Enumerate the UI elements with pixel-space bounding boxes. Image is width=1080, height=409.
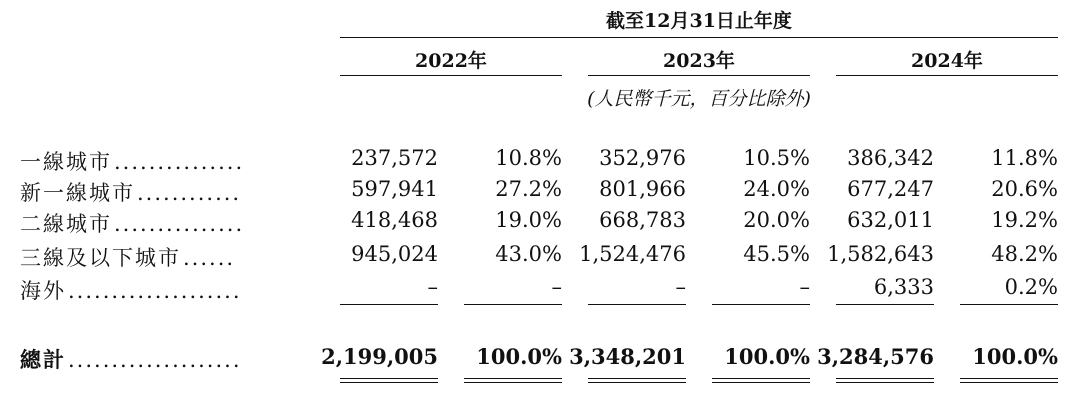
row-label xyxy=(20,242,235,272)
subtotal-rule-p2024 xyxy=(960,304,1058,305)
cell-p2024: 19.2% xyxy=(991,208,1058,232)
cell-v2022: 597,941 xyxy=(351,177,438,201)
cell-p2024: 100.0% xyxy=(972,344,1058,369)
row-label xyxy=(20,208,244,238)
year-rule-2024 xyxy=(836,75,1058,76)
cell-v2022: 945,024 xyxy=(351,242,438,266)
row-leader-dots: .................... xyxy=(68,348,242,372)
cell-p2022: 10.8% xyxy=(495,146,562,170)
cell-p2023: – xyxy=(799,275,810,299)
row-label xyxy=(20,344,242,374)
cell-v2022: 418,468 xyxy=(351,208,438,232)
year-rule-2023 xyxy=(588,75,810,76)
cell-p2022: – xyxy=(551,275,562,299)
period-rule xyxy=(340,37,1058,38)
year-rule-2022 xyxy=(340,75,562,76)
total-double-rule-p2024 xyxy=(960,378,1058,383)
cell-p2022: 43.0% xyxy=(495,242,562,266)
year-header-2024: 2024年 xyxy=(911,50,983,72)
cell-v2023: 668,783 xyxy=(599,208,686,232)
row-leader-dots: ............... xyxy=(114,212,245,236)
cell-p2023: 45.5% xyxy=(743,242,810,266)
cell-v2024: 1,582,643 xyxy=(827,242,934,266)
row-leader-dots: ............ xyxy=(137,181,242,205)
year-header-2023: 2023年 xyxy=(663,50,735,72)
cell-v2024: 677,247 xyxy=(847,177,934,201)
cell-p2023: 100.0% xyxy=(724,344,810,369)
cell-v2023: 3,348,201 xyxy=(569,344,686,369)
year-header-2022: 2022年 xyxy=(415,50,487,72)
cell-v2024: 3,284,576 xyxy=(817,344,934,369)
cell-p2024: 11.8% xyxy=(991,146,1058,170)
cell-v2023: 1,524,476 xyxy=(579,242,686,266)
row-label xyxy=(20,146,244,176)
period-header: 截至12月31日止年度 xyxy=(606,10,792,32)
cell-v2024: 6,333 xyxy=(873,275,934,299)
cell-v2023: – xyxy=(675,275,686,299)
cell-v2024: 386,342 xyxy=(847,146,934,170)
row-label-text: 一線城市 xyxy=(20,150,112,174)
cell-v2023: 801,966 xyxy=(599,177,686,201)
total-double-rule-p2023 xyxy=(712,378,810,383)
row-label-text: 二線城市 xyxy=(20,212,112,236)
cell-p2022: 19.0% xyxy=(495,208,562,232)
row-leader-dots: .................... xyxy=(68,279,242,303)
cell-v2024: 632,011 xyxy=(847,208,934,232)
cell-p2023: 10.5% xyxy=(743,146,810,170)
unit-note: (人民幣千元，百分比除外) xyxy=(587,88,811,110)
total-double-rule-v2023 xyxy=(588,378,686,383)
row-leader-dots: ...... xyxy=(183,246,236,270)
cell-p2024: 0.2% xyxy=(1004,275,1058,299)
cell-p2023: 24.0% xyxy=(743,177,810,201)
total-double-rule-v2024 xyxy=(836,378,934,383)
row-label-text: 總計 xyxy=(20,347,66,372)
subtotal-rule-v2023 xyxy=(588,304,686,305)
subtotal-rule-p2022 xyxy=(464,304,562,305)
total-double-rule-v2022 xyxy=(340,378,438,383)
subtotal-rule-v2022 xyxy=(340,304,438,305)
row-label-text: 三線及以下城市 xyxy=(20,246,181,270)
cell-p2024: 48.2% xyxy=(991,242,1058,266)
row-label-text: 新一線城市 xyxy=(20,181,135,205)
row-label xyxy=(20,177,241,207)
cell-p2023: 20.0% xyxy=(743,208,810,232)
cell-p2024: 20.6% xyxy=(991,177,1058,201)
cell-v2022: 2,199,005 xyxy=(321,344,438,369)
cell-p2022: 100.0% xyxy=(476,344,562,369)
row-leader-dots: ............... xyxy=(114,150,245,174)
subtotal-rule-v2024 xyxy=(836,304,934,305)
subtotal-rule-p2023 xyxy=(712,304,810,305)
cell-p2022: 27.2% xyxy=(495,177,562,201)
row-label-text: 海外 xyxy=(20,279,66,303)
row-label xyxy=(20,275,242,305)
cell-v2022: – xyxy=(427,275,438,299)
cell-v2023: 352,976 xyxy=(599,146,686,170)
total-double-rule-p2022 xyxy=(464,378,562,383)
cell-v2022: 237,572 xyxy=(351,146,438,170)
